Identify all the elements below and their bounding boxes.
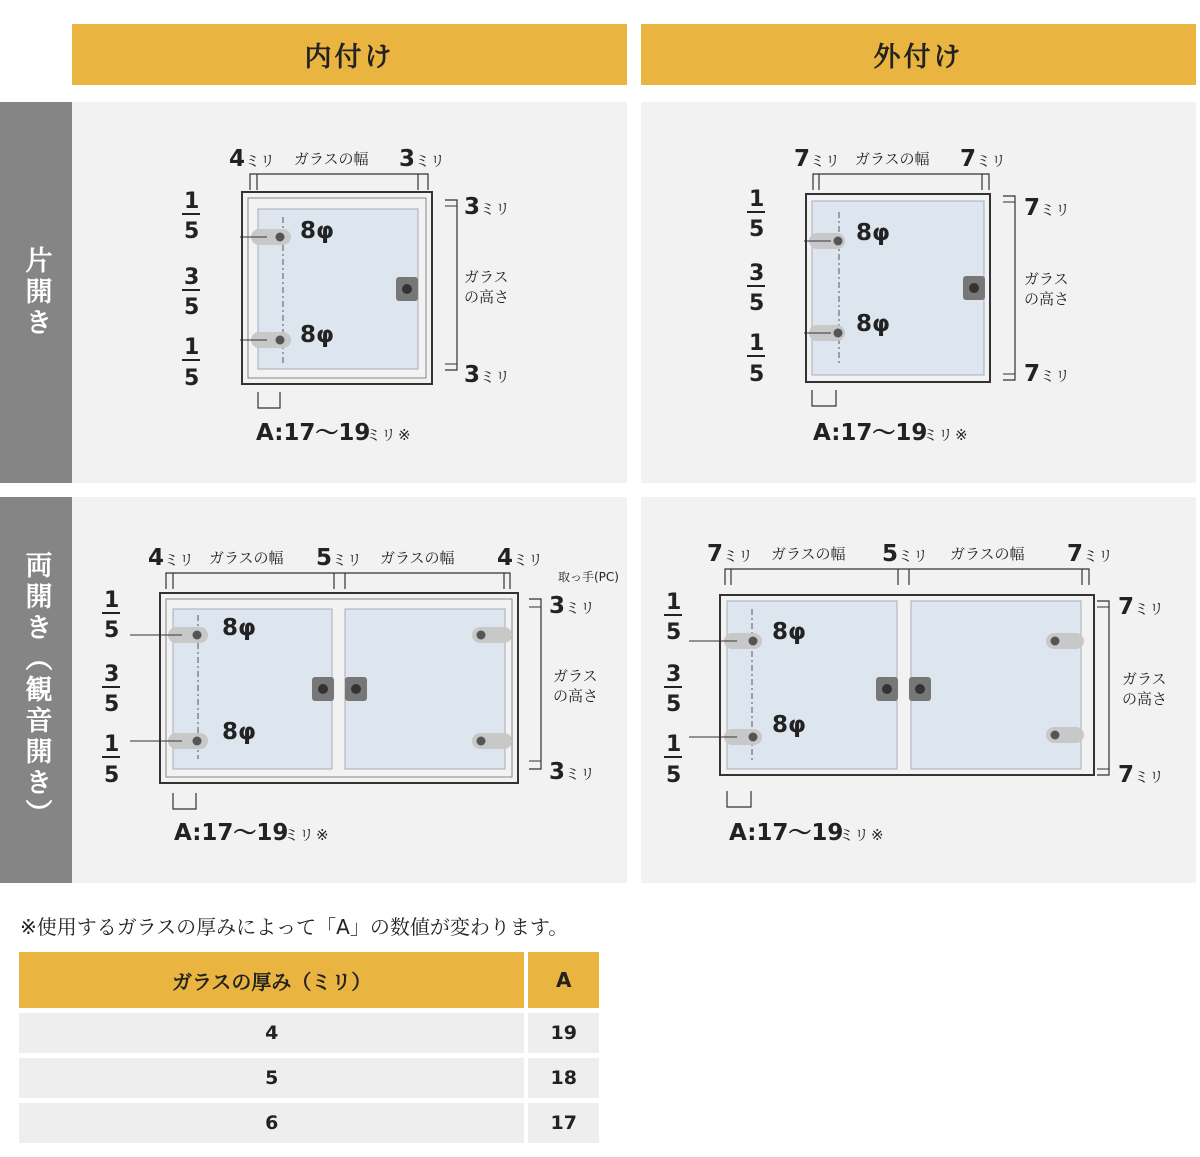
panel-double-inner: [72, 497, 627, 883]
frac-den: 5: [184, 295, 200, 320]
asterisk: ※: [316, 826, 329, 844]
dim-right-value: 4: [497, 545, 514, 571]
frac-den: 5: [104, 692, 120, 717]
frac-num: 3: [104, 662, 120, 687]
dim-right-unit: ミリ: [415, 152, 446, 170]
table-row: [19, 1008, 599, 1053]
table-cell-a: 19: [528, 1008, 599, 1053]
a-dim-label: A:17～19: [174, 820, 289, 846]
asterisk: ※: [398, 426, 411, 444]
frac-den: 5: [104, 618, 120, 643]
glass-width-label-left: ガラスの幅: [209, 549, 284, 567]
glass-height-label-1: ガラス: [553, 667, 598, 685]
dim-bottom-value: 7: [1024, 361, 1041, 387]
dim-left-value: 4: [229, 146, 246, 172]
dim-left-unit: ミリ: [245, 152, 276, 170]
frac-num: 1: [184, 189, 200, 214]
row-label-single: 片開き: [0, 102, 72, 483]
a-dim-label: A:17～19: [256, 420, 371, 446]
dim-top-unit: ミリ: [1134, 600, 1165, 618]
table-header-thickness: ガラスの厚み（ミリ）: [19, 952, 528, 1008]
frac-num: 1: [104, 588, 120, 613]
frac-num: 1: [184, 335, 200, 360]
panel-single-outer: [641, 102, 1196, 483]
glass-height-label-2: の高さ: [553, 687, 599, 705]
handle-label: 取っ手(PC): [558, 570, 619, 584]
dim-right-unit: ミリ: [513, 551, 544, 569]
frac-num: 3: [666, 662, 682, 687]
glass-width-label-right: ガラスの幅: [380, 549, 455, 567]
dim-left-unit: ミリ: [723, 547, 754, 565]
dim-bottom-value: 7: [1118, 762, 1135, 788]
hole-label-top: 8φ: [856, 220, 890, 246]
frac-den: 5: [104, 763, 120, 788]
table-cell-thickness: 5: [19, 1053, 528, 1098]
dim-center-value: 5: [316, 545, 333, 571]
glass-width-label-left: ガラスの幅: [771, 545, 846, 563]
column-header-inner: 内付け: [72, 24, 627, 85]
dim-bottom-unit: ミリ: [480, 368, 511, 386]
a-dim-unit: ミリ: [839, 826, 870, 844]
dim-top-value: 3: [464, 194, 481, 220]
dim-left-unit: ミリ: [810, 152, 841, 170]
a-dim-label: A:17～19: [813, 420, 928, 446]
frac-den: 5: [749, 362, 765, 387]
dim-right-value: 3: [399, 146, 416, 172]
hole-label-bottom: 8φ: [772, 712, 806, 738]
dim-top-value: 7: [1024, 195, 1041, 221]
a-dim-unit: ミリ: [366, 426, 397, 444]
hole-label-bottom: 8φ: [222, 719, 256, 745]
glass-door-right: [911, 601, 1081, 769]
frac-den: 5: [184, 366, 200, 391]
dim-top-value: 7: [1118, 594, 1135, 620]
dim-right-unit: ミリ: [976, 152, 1007, 170]
a-dim-label: A:17～19: [729, 820, 844, 846]
panel-single-inner: [72, 102, 627, 483]
hole-label-top: 8φ: [222, 615, 256, 641]
frac-num: 1: [104, 732, 120, 757]
hole-label-bottom: 8φ: [856, 311, 890, 337]
row-label-double: 両開き（観音開き）: [0, 497, 72, 883]
diagram-single-inner: [72, 102, 627, 483]
frac-den: 5: [666, 763, 682, 788]
dim-bottom-value: 3: [464, 362, 481, 388]
dim-top-unit: ミリ: [565, 599, 596, 617]
table-cell-thickness: 6: [19, 1098, 528, 1143]
table-header-row: [19, 952, 599, 1008]
dim-right-value: 7: [1067, 541, 1084, 567]
dim-bottom-unit: ミリ: [1134, 768, 1165, 786]
table-row: [19, 1098, 599, 1143]
glass-width-label-right: ガラスの幅: [950, 545, 1025, 563]
hole-label-top: 8φ: [300, 218, 334, 244]
dim-center-unit: ミリ: [332, 551, 363, 569]
panel-double-outer: [641, 497, 1196, 883]
glass-thickness-table: [19, 952, 599, 1143]
glass-height-label-2: の高さ: [1024, 290, 1070, 308]
a-dim-unit: ミリ: [923, 426, 954, 444]
dim-left-value: 7: [707, 541, 724, 567]
table-cell-thickness: 4: [19, 1008, 528, 1053]
frac-den: 5: [749, 217, 765, 242]
frac-den: 5: [666, 692, 682, 717]
frac-num: 3: [184, 265, 200, 290]
glass-door: [812, 201, 984, 375]
table-cell-a: 17: [528, 1098, 599, 1143]
dim-center-value: 5: [882, 541, 899, 567]
dim-top-unit: ミリ: [1040, 201, 1071, 219]
dim-center-unit: ミリ: [898, 547, 929, 565]
diagram-double-inner: [72, 497, 627, 883]
frac-den: 5: [666, 620, 682, 645]
glass-height-label-2: の高さ: [464, 288, 510, 306]
frac-den: 5: [749, 291, 765, 316]
dim-left-value: 7: [794, 146, 811, 172]
table-header-a: A: [528, 952, 599, 1008]
frac-num: 1: [749, 331, 765, 356]
glass-height-label-1: ガラス: [1024, 270, 1069, 288]
glass-height-label-1: ガラス: [1122, 670, 1167, 688]
frac-num: 1: [666, 590, 682, 615]
dim-left-unit: ミリ: [164, 551, 195, 569]
frac-num: 1: [749, 187, 765, 212]
dim-top-unit: ミリ: [480, 200, 511, 218]
dim-bottom-value: 3: [549, 759, 566, 785]
table-cell-a: 18: [528, 1053, 599, 1098]
frac-num: 3: [749, 261, 765, 286]
hole-label-top: 8φ: [772, 619, 806, 645]
asterisk: ※: [955, 426, 968, 444]
column-header-outer: 外付け: [641, 24, 1196, 85]
glass-width-label: ガラスの幅: [294, 150, 369, 168]
dim-bottom-unit: ミリ: [1040, 367, 1071, 385]
glass-height-label-2: の高さ: [1122, 690, 1168, 708]
dim-right-unit: ミリ: [1083, 547, 1114, 565]
diagram-double-outer: [641, 497, 1196, 883]
frac-den: 5: [184, 219, 200, 244]
frac-num: 1: [666, 732, 682, 757]
glass-width-label: ガラスの幅: [855, 150, 930, 168]
diagram-single-outer: [641, 102, 1196, 483]
glass-height-label-1: ガラス: [464, 268, 509, 286]
dim-left-value: 4: [148, 545, 165, 571]
table-row: [19, 1053, 599, 1098]
dim-right-value: 7: [960, 146, 977, 172]
dim-bottom-unit: ミリ: [565, 765, 596, 783]
hole-label-bottom: 8φ: [300, 322, 334, 348]
dim-top-value: 3: [549, 593, 566, 619]
footnote: ※使用するガラスの厚みによって「A」の数値が変わります。: [20, 915, 569, 939]
asterisk: ※: [871, 826, 884, 844]
a-dim-unit: ミリ: [284, 826, 315, 844]
width-dim-line: [250, 174, 428, 190]
